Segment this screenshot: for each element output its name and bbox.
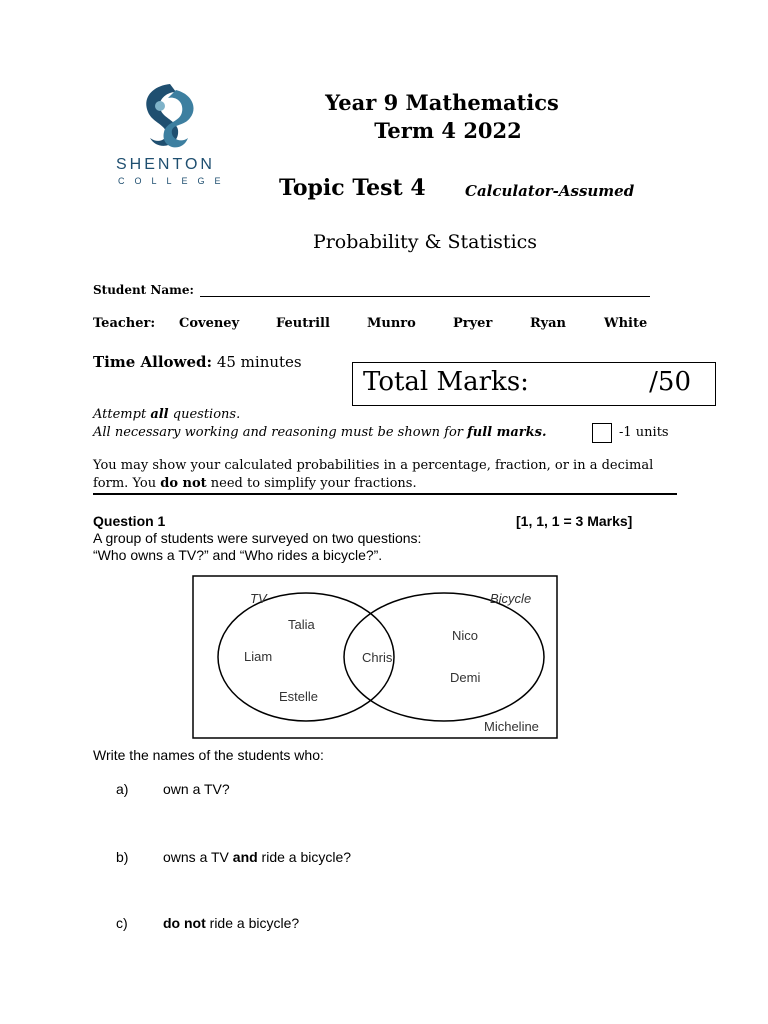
total-marks-box — [352, 362, 716, 406]
time-allowed — [93, 353, 302, 371]
teacher-option[interactable]: Munro — [367, 316, 416, 331]
topic-title: Topic Test 4 — [279, 175, 426, 201]
part-a-text — [163, 781, 230, 797]
prob-pre: form. You — [93, 476, 161, 491]
part-a-letter: a) — [116, 781, 129, 797]
question-1-label: Question 1 — [93, 513, 166, 529]
probability-note-line-1: You may show your calculated probabilities in a percentage, fraction, or in a decimal — [93, 458, 654, 473]
student-name-line[interactable] — [200, 296, 650, 297]
school-name: SHENTON — [116, 156, 215, 173]
total-marks-value: /50 — [649, 367, 691, 397]
question-1-text-line-1: A group of students were surveyed on two questions: — [93, 530, 422, 546]
part-c-post: ride a bicycle? — [205, 915, 300, 931]
total-marks-label: Total Marks: — [363, 367, 529, 397]
venn-item: Micheline — [484, 719, 539, 734]
time-value: 45 minutes — [216, 353, 302, 371]
venn-item: Nico — [452, 628, 479, 643]
venn-item: Demi — [450, 670, 481, 685]
question-1-text-line-2: “Who owns a TV?” and “Who rides a bicycle?”. — [93, 547, 383, 563]
part-b-pre: owns a TV — [163, 849, 233, 865]
title-line-2: Term 4 2022 — [374, 118, 522, 143]
teacher-option[interactable]: Pryer — [453, 316, 493, 331]
venn-item: Talia — [288, 617, 315, 632]
attempt-pre: Attempt — [93, 407, 151, 422]
venn-item: Estelle — [279, 689, 319, 704]
venn-item: Liam — [244, 649, 273, 664]
venn-label-bicycle: Bicycle — [490, 591, 532, 606]
attempt-bold: all — [150, 407, 169, 422]
title-line-1: Year 9 Mathematics — [325, 90, 559, 115]
part-b-bold: and — [232, 849, 258, 865]
teacher-option[interactable]: Coveney — [179, 316, 240, 331]
student-name-label: Student Name: — [93, 283, 194, 297]
working-bold: full marks. — [467, 425, 547, 440]
calculator-mode: Calculator-Assumed — [465, 182, 635, 200]
units-checkbox[interactable] — [592, 423, 612, 443]
part-c-text — [163, 915, 299, 931]
teacher-option[interactable]: White — [604, 316, 648, 331]
venn-label-tv: TV — [250, 591, 267, 606]
prob-bold: do not — [160, 476, 207, 491]
part-b-post: ride a bicycle? — [257, 849, 352, 865]
school-subtitle: COLLEGE — [118, 176, 231, 186]
part-b-letter: b) — [116, 849, 129, 865]
attempt-instruction — [93, 407, 240, 422]
venn-item: Chris — [362, 650, 393, 665]
part-b-text — [163, 849, 351, 865]
working-instruction — [93, 425, 546, 440]
part-a-pre: own a TV? — [163, 781, 230, 797]
units-label: -1 units — [619, 425, 669, 440]
section-divider — [93, 493, 677, 495]
teacher-option[interactable]: Ryan — [530, 316, 567, 331]
time-label: Time Allowed: — [93, 353, 213, 371]
question-1-marks: [1, 1, 1 = 3 Marks] — [516, 513, 633, 529]
part-c-letter: c) — [116, 915, 128, 931]
venn-diagram — [192, 575, 558, 739]
question-1-instruction: Write the names of the students who: — [93, 747, 324, 763]
teacher-option[interactable]: Feutrill — [276, 316, 330, 331]
prob-post: need to simplify your fractions. — [206, 476, 417, 491]
subject-title: Probability & Statistics — [312, 231, 538, 253]
part-c-bold: do not — [163, 915, 206, 931]
attempt-post: questions. — [168, 407, 241, 422]
teacher-label: Teacher: — [93, 316, 156, 331]
probability-note-line-2 — [93, 476, 417, 491]
working-pre: All necessary working and reasoning must be shown for — [93, 425, 468, 440]
